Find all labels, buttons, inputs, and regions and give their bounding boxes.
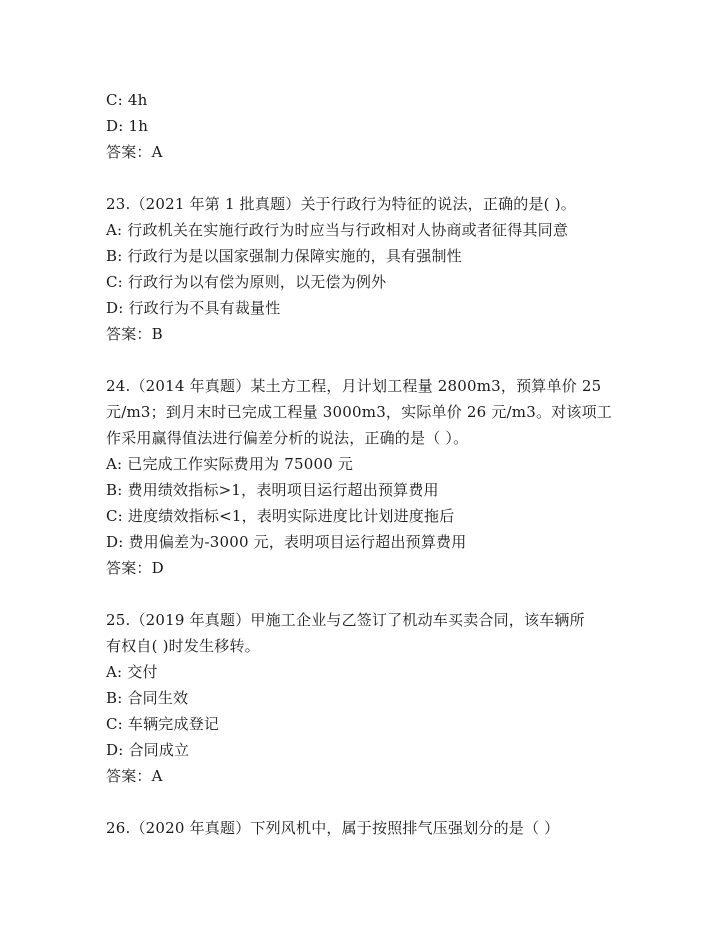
question-26: 26.（2020 年真题）下列风机中，属于按照排气压强划分的是（ ） [106, 819, 560, 837]
option-c-q23: C: 行政行为以有偿为原则，以无偿为例外 [106, 273, 387, 291]
option-b-q25: B: 合同生效 [106, 689, 189, 707]
option-a-q25: A: 交付 [106, 663, 158, 681]
option-d-q24: D: 费用偏差为-3000 元，表明项目运行超出预算费用 [106, 533, 467, 551]
question-24-line-2: 元/m3；到月末时已完成工程量 3000m3，实际单价 26 元/m3。对该项工 [106, 403, 612, 421]
answer-q25: 答案：A [106, 767, 163, 785]
option-d-q23: D: 行政行为不具有裁量性 [106, 299, 281, 317]
option-c-q24: C: 进度绩效指标<1，表明实际进度比计划进度拖后 [106, 507, 455, 525]
option-d-q25: D: 合同成立 [106, 741, 190, 759]
option-c-q22: C: 4h [106, 91, 148, 109]
question-25-line-1: 25.（2019 年真题）甲施工企业与乙签订了机动车买卖合同，该车辆所 [106, 611, 585, 629]
option-c-q25: C: 车辆完成登记 [106, 715, 220, 733]
question-25-line-2: 有权自( )时发生移转。 [106, 637, 260, 655]
answer-q23: 答案：B [106, 325, 163, 343]
question-24-line-1: 24.（2014 年真题）某土方工程，月计划工程量 2800m3，预算单价 25 [106, 377, 602, 395]
option-d-q22: D: 1h [106, 117, 149, 135]
answer-q22: 答案：A [106, 143, 163, 161]
option-b-q23: B: 行政行为是以国家强制力保障实施的，具有强制性 [106, 247, 462, 265]
option-b-q24: B: 费用绩效指标>1，表明项目运行超出预算费用 [106, 481, 439, 499]
question-24-line-3: 作采用赢得值法进行偏差分析的说法，正确的是（ ）。 [106, 429, 469, 447]
question-23: 23.（2021 年第 1 批真题）关于行政行为特征的说法，正确的是( )。 [106, 195, 576, 213]
option-a-q23: A: 行政机关在实施行政行为时应当与行政相对人协商或者征得其同意 [106, 221, 569, 239]
answer-q24: 答案：D [106, 559, 164, 577]
option-a-q24: A: 已完成工作实际费用为 75000 元 [106, 455, 354, 473]
